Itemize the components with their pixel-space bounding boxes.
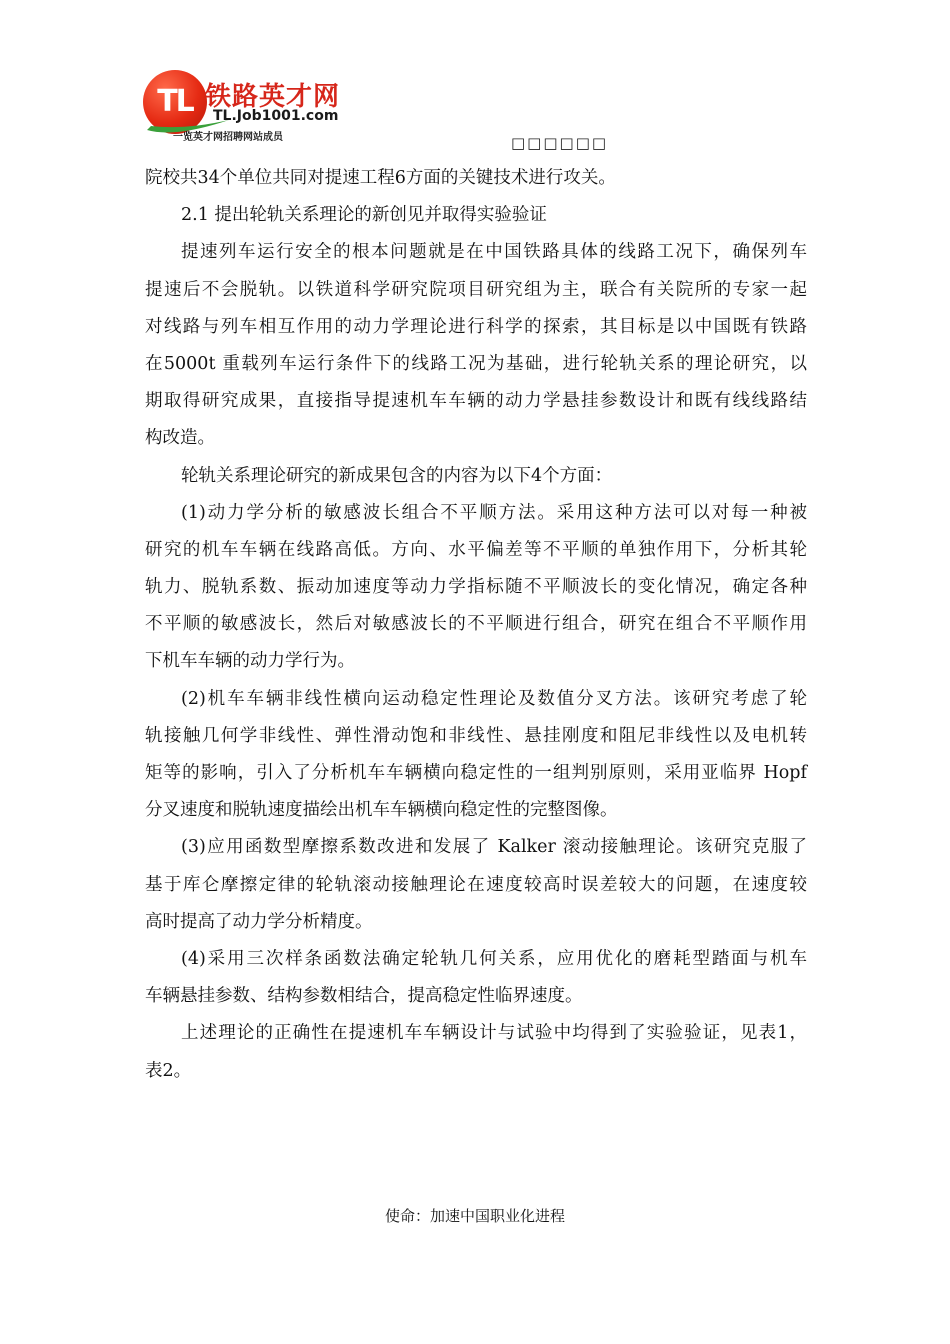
text-line: 提速后不会脱轨。以铁道科学研究院项目研究组为主，联合有关院所的专家一起 <box>145 279 807 300</box>
text-line: 车辆悬挂参数、结构参数相结合，提高稳定性临界速度。 <box>145 986 583 1007</box>
text-line: (1)动力学分析的敏感波长组合不平顺方法。采用这种方法可以对每一种被 <box>181 502 807 523</box>
text-line: 研究的机车车辆在线路高低。方向、水平偏差等不平顺的单独作用下，分析其轮 <box>145 539 807 560</box>
text-line: 期取得研究成果，直接指导提速机车车辆的动力学悬挂参数设计和既有线线路结 <box>145 391 807 412</box>
page-footer: 使命：加速中国职业化进程 <box>384 1207 565 1225</box>
text-line: 2.1 提出轮轨关系理论的新创见并取得实验验证 <box>181 205 547 226</box>
text-line: 构改造。 <box>145 428 215 449</box>
text-line: 轨力、脱轨系数、振动加速度等动力学指标随不平顺波长的变化情况，确定各种 <box>145 577 807 598</box>
text-line: 基于库仑摩擦定律的轮轨滚动接触理论在速度较高时误差较大的问题，在速度较 <box>145 874 807 895</box>
text-line: 矩等的影响，引入了分析机车车辆横向稳定性的一组判别原则，采用亚临界 Hopf <box>145 763 807 783</box>
text-line: 轮轨关系理论研究的新成果包含的内容为以下4个方面： <box>181 465 613 486</box>
text-line: (4)采用三次样条函数法确定轮轨几何关系，应用优化的磨耗型踏面与机车 <box>181 948 807 969</box>
text-line: 分叉速度和脱轨速度描绘出机车车辆横向稳定性的完整图像。 <box>145 800 618 821</box>
text-line: 轨接触几何学非线性、弹性滑动饱和非线性、悬挂刚度和阻尼非线性以及电机转 <box>145 725 807 746</box>
header-text: □□□□□□ <box>511 134 609 152</box>
text-line: 表2。 <box>145 1060 192 1081</box>
logo-site-name: 铁路英才网 <box>205 82 341 112</box>
text-line: (2)机车车辆非线性横向运动稳定性理论及数值分叉方法。该研究考虑了轮 <box>181 688 807 709</box>
text-line: 在5000t 重载列车运行条件下的线路工况为基础，进行轮轨关系的理论研究，以 <box>145 353 807 374</box>
logo-mark-text: TL <box>157 84 193 119</box>
document-body <box>145 160 807 1090</box>
text-line: 不平顺的敏感波长，然后对敏感波长的不平顺进行组合，研究在组合不平顺作用 <box>145 614 807 635</box>
text-line: (3)应用函数型摩擦系数改进和发展了 Kalker 滚动接触理论。该研究克服了 <box>181 837 807 858</box>
logo-slogan: 一览英才网招聘网站成员 <box>173 132 283 143</box>
text-line: 院校共34个单位共同对提速工程6方面的关键技术进行攻关。 <box>145 168 616 188</box>
text-line: 对线路与列车相互作用的动力学理论进行科学的探索，其目标是以中国既有铁路 <box>145 316 807 337</box>
site-logo[interactable] <box>143 70 373 145</box>
text-line: 上述理论的正确性在提速机车车辆设计与试验中均得到了实验验证，见表1， <box>181 1023 807 1044</box>
logo-url: TL.Job1001.com <box>213 108 339 124</box>
text-line: 提速列车运行安全的根本问题就是在中国铁路具体的线路工况下，确保列车 <box>181 242 807 263</box>
text-line: 高时提高了动力学分析精度。 <box>145 911 373 932</box>
text-line: 下机车车辆的动力学行为。 <box>145 651 355 672</box>
